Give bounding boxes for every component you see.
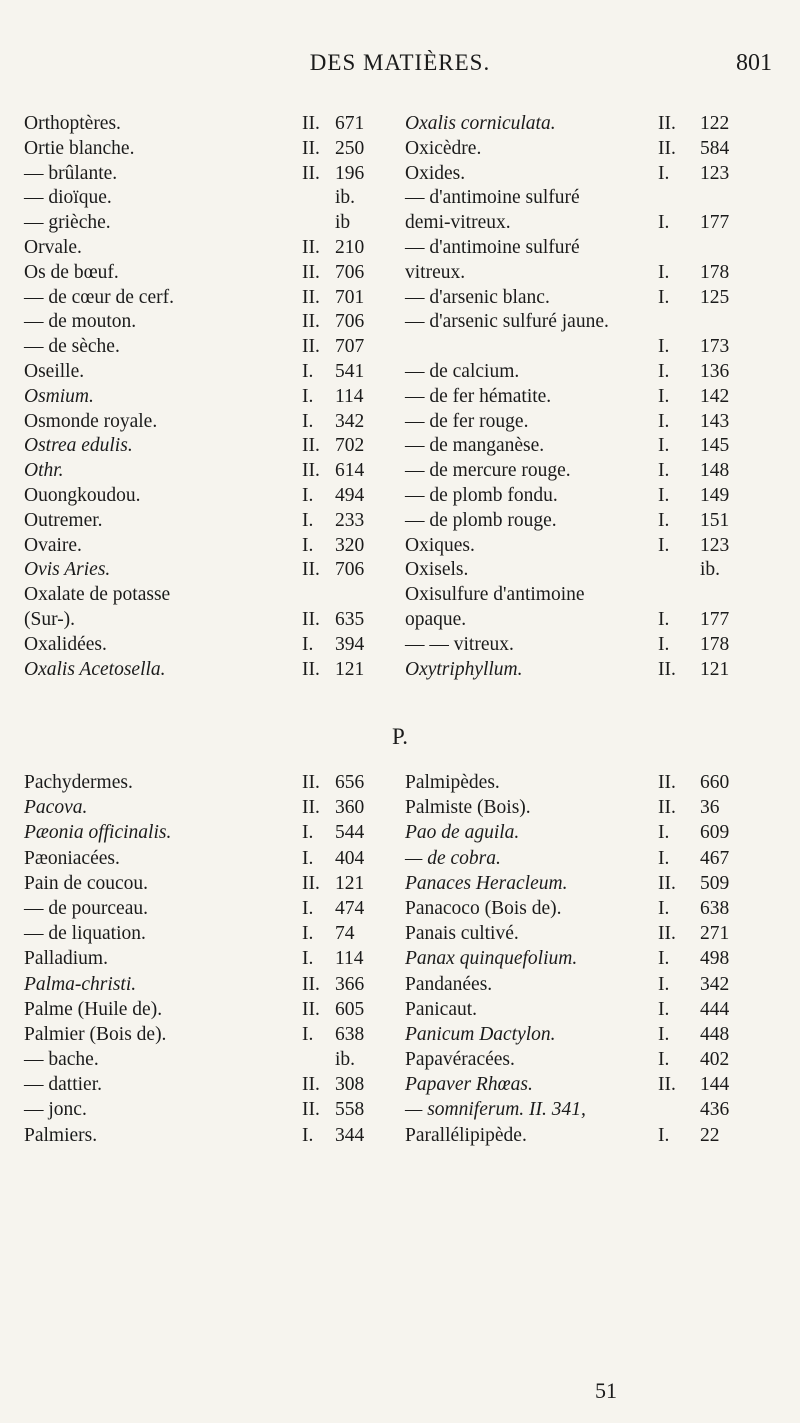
index-entry-term: Pæonia officinalis. [24, 822, 172, 844]
index-entry-page: 136 [700, 360, 730, 382]
index-entry-term: Palladium. [24, 948, 108, 970]
index-entry-volume: II. [302, 336, 320, 358]
index-entry-term: opaque. [405, 608, 467, 630]
index-entry-page: 404 [335, 847, 365, 869]
index-row [24, 871, 784, 896]
index-row [24, 484, 784, 509]
index-entry-volume: II. [658, 797, 676, 819]
index-entry-page: 143 [700, 410, 730, 432]
index-entry-term: — de cœur de cerf. [24, 286, 174, 308]
index-entry-term: — de mercure rouge. [405, 460, 571, 482]
index-entry-page: 706 [335, 261, 365, 283]
index-entry-volume: I. [658, 212, 670, 234]
index-row [24, 1097, 784, 1122]
index-entry-term: Pæoniacées. [24, 847, 120, 869]
index-entry-term: — de manganèse. [405, 435, 545, 457]
index-row [24, 112, 784, 137]
index-entry-term: (Sur-). [24, 608, 76, 630]
index-entry-term: Osmium. [24, 385, 94, 407]
index-entry-term: — de mouton. [24, 311, 137, 333]
index-entry-volume: I. [302, 385, 314, 407]
index-entry-page: 614 [335, 460, 365, 482]
index-entry-page: 148 [700, 460, 730, 482]
index-entry-volume: I. [302, 897, 314, 919]
index-entry-term: Palmiers. [24, 1124, 98, 1146]
index-entry-term: — dioïque. [24, 187, 112, 209]
index-entry-term: Pandanées. [405, 973, 493, 995]
index-entry-term: Oxytriphyllum. [405, 658, 523, 680]
index-entry-page: 114 [335, 385, 364, 407]
index-entry-term: — somniferum. II. 341, [405, 1099, 586, 1121]
index-entry-term: — de pourceau. [24, 897, 148, 919]
index-entry-page: ib [335, 212, 351, 234]
index-entry-volume: II. [658, 872, 676, 894]
index-entry-term: — de plomb fondu. [405, 484, 558, 506]
index-entry-page: 544 [335, 822, 365, 844]
index-entry-volume: II. [302, 872, 320, 894]
index-entry-volume: I. [658, 1049, 670, 1071]
index-row [24, 509, 784, 534]
index-entry-volume: I. [658, 822, 670, 844]
index-entry-page: 233 [335, 509, 365, 531]
index-entry-term: Os de bœuf. [24, 261, 119, 283]
index-row [24, 360, 784, 385]
index-entry-term: — de liquation. [24, 923, 146, 945]
index-row [24, 770, 784, 795]
index-entry-page: 250 [335, 137, 365, 159]
index-row [24, 946, 784, 971]
index-entry-page: 444 [700, 998, 730, 1020]
index-entry-term: Oxiques. [405, 534, 475, 556]
index-entry-volume: II. [302, 435, 320, 457]
index-entry-volume: I. [302, 1124, 314, 1146]
index-entry-term: — de plomb rouge. [405, 509, 557, 531]
index-entry-page: 308 [335, 1074, 365, 1096]
index-entry-term: — d'antimoine sulfuré [405, 187, 580, 209]
index-entry-volume: I. [658, 509, 670, 531]
index-entry-term: — brûlante. [24, 162, 118, 184]
index-row [24, 459, 784, 484]
index-row [24, 1072, 784, 1097]
index-entry-term: Ouongkoudou. [24, 484, 141, 506]
index-entry-volume: II. [302, 559, 320, 581]
index-entry-page: 436 [700, 1099, 730, 1121]
index-entry-page: 144 [700, 1074, 730, 1096]
signature-mark: 51 [595, 1378, 617, 1403]
index-entry-term: Panicum Dactylon. [405, 1023, 556, 1045]
index-entry-term: Orthoptères. [24, 113, 121, 134]
index-entry-term: — d'arsenic blanc. [405, 286, 550, 308]
index-row [24, 410, 784, 435]
index-row [24, 162, 784, 187]
index-entry-term: Othr. [24, 460, 64, 482]
index-entry-volume: II. [302, 658, 320, 680]
index-entry-term: — de cobra. [405, 847, 501, 869]
index-entry-term: — dattier. [24, 1074, 102, 1096]
index-entry-volume: II. [658, 1074, 676, 1096]
index-entry-term: Oxalate de potasse [24, 584, 171, 606]
index-entry-page: 123 [700, 162, 730, 184]
index-entry-volume: I. [658, 1124, 670, 1146]
index-row [24, 795, 784, 820]
index-entry-page: 702 [335, 435, 365, 457]
index-entry-page: 656 [335, 772, 365, 793]
page-header [0, 50, 800, 90]
index-row [24, 972, 784, 997]
index-entry-term: Oxalis corniculata. [405, 113, 556, 134]
running-title: DES MATIÈRES. [309, 50, 491, 75]
index-entry-term: Panicaut. [405, 998, 478, 1020]
index-entry-volume: I. [658, 608, 670, 630]
index-entry-page: 342 [335, 410, 365, 432]
index-entry-volume: II. [302, 1099, 320, 1121]
index-entry-page: 706 [335, 559, 365, 581]
index-entry-term: — d'antimoine sulfuré [405, 236, 580, 258]
index-entry-term: Oxides. [405, 162, 466, 184]
index-entry-volume: II. [302, 162, 320, 184]
index-entry-page: 584 [700, 137, 730, 159]
index-entry-volume: I. [658, 633, 670, 655]
index-row [24, 921, 784, 946]
index-entry-volume: II. [658, 137, 676, 159]
index-entry-volume: II. [658, 658, 676, 680]
index-entry-page: 509 [700, 872, 730, 894]
index-entry-volume: II. [302, 973, 320, 995]
section-letter: P. [392, 724, 408, 749]
index-entry-page: 178 [700, 633, 730, 655]
index-entry-page: 121 [335, 872, 365, 894]
index-entry-volume: I. [302, 534, 314, 556]
index-entry-volume: I. [658, 973, 670, 995]
index-entry-volume: I. [658, 847, 670, 869]
index-entry-volume: I. [658, 360, 670, 382]
index-entry-volume: I. [302, 484, 314, 506]
index-row [24, 534, 784, 559]
index-entry-volume: I. [302, 948, 314, 970]
index-entry-volume: I. [658, 336, 670, 358]
index-entry-page: 121 [700, 658, 730, 680]
index-entry-term: Ovis Aries. [24, 559, 111, 581]
index-entry-page: 701 [335, 286, 365, 308]
index-row [24, 1022, 784, 1047]
index-entry-page: ib. [700, 559, 721, 581]
index-row [24, 633, 784, 658]
index-entry-volume: II. [302, 1074, 320, 1096]
index-entry-page: 605 [335, 998, 365, 1020]
index-entry-term: — d'arsenic sulfuré jaune. [405, 311, 609, 333]
index-entry-page: 609 [700, 822, 730, 844]
index-entry-volume: II. [302, 608, 320, 630]
index-entry-page: 448 [700, 1023, 730, 1045]
index-entry-volume: I. [658, 162, 670, 184]
index-entry-volume: I. [658, 286, 670, 308]
index-entry-page: 149 [700, 484, 730, 506]
index-entry-term: Palme (Huile de). [24, 998, 163, 1020]
index-entry-page: 706 [335, 311, 365, 333]
index-entry-page: 122 [700, 113, 730, 134]
index-row [24, 846, 784, 871]
index-entry-volume: I. [302, 410, 314, 432]
index-entry-term: Panax quinquefolium. [405, 948, 578, 970]
index-entry-page: 638 [700, 897, 730, 919]
index-entry-volume: I. [658, 998, 670, 1020]
index-entry-term: Papaver Rhœas. [405, 1074, 533, 1096]
index-entry-volume: I. [302, 509, 314, 531]
index-entry-term: Oseille. [24, 360, 85, 382]
index-entry-term: — — vitreux. [405, 633, 514, 655]
index-entry-term: Palma-christi. [24, 973, 137, 995]
index-entry-term: vitreux. [405, 261, 466, 283]
index-row [24, 896, 784, 921]
index-entry-page: 123 [700, 534, 730, 556]
index-row [24, 137, 784, 162]
index-entry-volume: I. [302, 847, 314, 869]
index-entry-page: 121 [335, 658, 365, 680]
index-entry-term: Ovaire. [24, 534, 82, 556]
index-entry-term: — de fer hématite. [405, 385, 552, 407]
index-entry-page: 558 [335, 1099, 365, 1121]
index-row [24, 286, 784, 311]
index-entry-page: ib. [335, 1049, 356, 1071]
index-entry-term: Pain de coucou. [24, 872, 149, 894]
index-entry-page: 671 [335, 113, 365, 134]
index-entry-page: 394 [335, 633, 365, 655]
index-section-o [24, 112, 784, 682]
index-entry-page: ib. [335, 187, 356, 209]
index-entry-page: 177 [700, 608, 730, 630]
index-entry-term: demi-vitreux. [405, 212, 511, 234]
index-entry-page: 402 [700, 1049, 730, 1071]
index-entry-term: — bache. [24, 1049, 99, 1071]
index-entry-volume: I. [302, 360, 314, 382]
index-entry-page: 320 [335, 534, 365, 556]
index-entry-term: — de calcium. [405, 360, 520, 382]
index-row [24, 186, 784, 211]
index-row [24, 1047, 784, 1072]
index-entry-page: 474 [335, 897, 365, 919]
index-entry-term: Outremer. [24, 509, 103, 531]
index-entry-page: 498 [700, 948, 730, 970]
index-entry-volume: I. [658, 948, 670, 970]
index-entry-volume: I. [658, 1023, 670, 1045]
index-entry-page: 660 [700, 772, 730, 793]
index-entry-page: 344 [335, 1124, 365, 1146]
index-row [24, 820, 784, 845]
index-entry-page: 114 [335, 948, 364, 970]
index-row [24, 997, 784, 1022]
index-section-p [24, 770, 784, 1148]
index-entry-page: 210 [335, 236, 365, 258]
index-entry-volume: II. [302, 286, 320, 308]
index-entry-page: 707 [335, 336, 365, 358]
index-entry-page: 125 [700, 286, 730, 308]
index-entry-page: 22 [700, 1124, 720, 1146]
index-entry-term: Palmier (Bois de). [24, 1023, 167, 1045]
index-entry-term: Panacoco (Bois de). [405, 897, 562, 919]
index-entry-volume: I. [658, 435, 670, 457]
index-entry-volume: II. [302, 772, 320, 793]
index-entry-volume: II. [302, 137, 320, 159]
index-entry-term: Palmiste (Bois). [405, 797, 531, 819]
index-entry-term: Oxalidées. [24, 633, 107, 655]
index-entry-term: Panais cultivé. [405, 923, 519, 945]
index-entry-volume: I. [302, 822, 314, 844]
index-entry-page: 360 [335, 797, 365, 819]
index-entry-term: Osmonde royale. [24, 410, 158, 432]
index-entry-volume: II. [302, 998, 320, 1020]
index-row [24, 261, 784, 286]
index-entry-term: Oxisulfure d'antimoine [405, 584, 585, 606]
index-entry-volume: I. [302, 923, 314, 945]
index-entry-term: — jonc. [24, 1099, 87, 1121]
index-entry-volume: I. [658, 261, 670, 283]
index-entry-term: — de sèche. [24, 336, 120, 358]
index-row [24, 558, 784, 583]
index-row [24, 583, 784, 608]
index-entry-page: 151 [700, 509, 730, 531]
index-entry-volume: II. [302, 460, 320, 482]
index-entry-volume: I. [658, 410, 670, 432]
index-entry-volume: II. [302, 261, 320, 283]
index-entry-term: Pacova. [24, 797, 88, 819]
index-entry-term: Parallélipipède. [405, 1124, 527, 1146]
index-row [24, 211, 784, 236]
index-entry-page: 366 [335, 973, 365, 995]
index-entry-term: Oxalis Acetosella. [24, 658, 166, 680]
index-entry-page: 145 [700, 435, 730, 457]
index-row [24, 608, 784, 633]
index-entry-term: Ortie blanche. [24, 137, 135, 159]
index-entry-term: — de fer rouge. [405, 410, 529, 432]
index-entry-volume: I. [302, 633, 314, 655]
index-entry-term: Pao de aguila. [405, 822, 520, 844]
index-entry-page: 494 [335, 484, 365, 506]
index-entry-page: 74 [335, 923, 355, 945]
index-entry-volume: I. [658, 460, 670, 482]
index-entry-page: 467 [700, 847, 730, 869]
index-entry-term: Pachydermes. [24, 772, 133, 793]
index-row [24, 310, 784, 335]
index-entry-term: Palmipèdes. [405, 772, 500, 793]
index-row [24, 658, 784, 683]
page-number: 801 [736, 50, 772, 76]
index-entry-page: 177 [700, 212, 730, 234]
index-entry-page: 142 [700, 385, 730, 407]
index-row [24, 1123, 784, 1148]
index-entry-term: Panaces Heracleum. [405, 872, 568, 894]
index-entry-volume: I. [658, 897, 670, 919]
index-entry-page: 635 [335, 608, 365, 630]
index-entry-term: Oxisels. [405, 559, 469, 581]
index-row [24, 385, 784, 410]
index-entry-page: 196 [335, 162, 365, 184]
index-entry-term: Orvale. [24, 236, 82, 258]
index-entry-volume: I. [302, 1023, 314, 1045]
index-entry-page: 178 [700, 261, 730, 283]
index-entry-volume: I. [658, 484, 670, 506]
index-entry-volume: II. [302, 236, 320, 258]
index-entry-volume: II. [302, 311, 320, 333]
index-entry-volume: I. [658, 385, 670, 407]
index-entry-page: 638 [335, 1023, 365, 1045]
index-entry-volume: II. [302, 797, 320, 819]
index-row [24, 236, 784, 261]
index-entry-page: 541 [335, 360, 365, 382]
index-entry-term: — grièche. [24, 212, 111, 234]
index-entry-term: Ostrea edulis. [24, 435, 133, 457]
index-row [24, 434, 784, 459]
index-entry-term: Oxicèdre. [405, 137, 482, 159]
index-entry-volume: I. [658, 534, 670, 556]
index-entry-term: Papavéracées. [405, 1049, 515, 1071]
index-entry-page: 173 [700, 336, 730, 358]
index-entry-volume: II. [658, 113, 676, 134]
index-entry-page: 271 [700, 923, 730, 945]
index-entry-page: 36 [700, 797, 720, 819]
index-entry-volume: II. [658, 772, 676, 793]
index-entry-volume: II. [302, 113, 320, 134]
index-entry-page: 342 [700, 973, 730, 995]
index-entry-volume: II. [658, 923, 676, 945]
index-row [24, 335, 784, 360]
